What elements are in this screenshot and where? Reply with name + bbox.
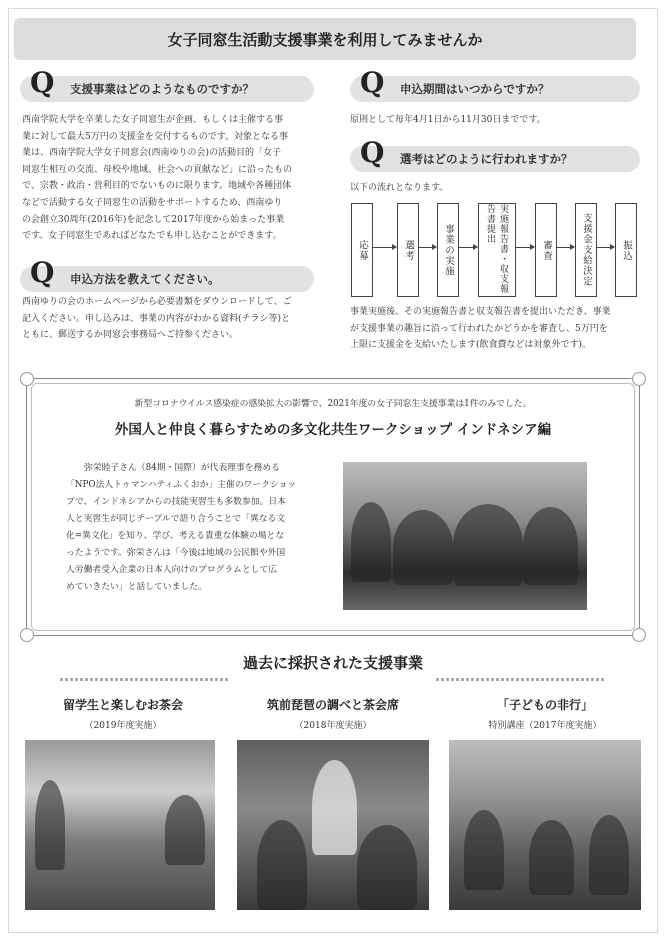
text-line: が支援事業の趣旨に沿って行われたかどうかを審査し、5万円を bbox=[350, 323, 608, 334]
tea-party-photo bbox=[25, 740, 215, 910]
text-line: 西南ゆりの会のホームページから必要書類をダウンロードして、ご bbox=[22, 297, 292, 307]
question-title: 申込方法を教えてください。 bbox=[70, 272, 220, 286]
text-line: 上限に支援金を支給いたします(飲食費などは対象外です)。 bbox=[350, 340, 592, 351]
text-line: 記入ください。申し込みは、事業の内容がわかる資料(チラシ等)と bbox=[22, 313, 291, 324]
question-title: 支援事業はどのようなものですか？ bbox=[70, 82, 254, 96]
lecture-photo bbox=[449, 740, 641, 910]
flow-arrow bbox=[419, 247, 436, 248]
selection-detail bbox=[350, 304, 645, 354]
frame-ornament bbox=[632, 372, 646, 386]
text-line: の会創立30周年(2016年)を記念して2017年度から始まった事業 bbox=[22, 214, 285, 225]
frame-ornament bbox=[632, 628, 646, 642]
past-project-title: 筑前琵琶の調べと茶会席 bbox=[266, 698, 399, 712]
flow-arrow bbox=[516, 247, 534, 248]
flow-step: 支援金支給決定 bbox=[575, 203, 597, 297]
q-icon: Q bbox=[360, 66, 385, 99]
question-bar-how-apply bbox=[20, 256, 314, 292]
text-line: などで活動する女子同窓生の活動をサポートするため、西南ゆり bbox=[22, 197, 283, 208]
flow-step: 応募 bbox=[351, 203, 373, 297]
q-icon: Q bbox=[30, 256, 55, 289]
page-title: 女子同窓生活動支援事業を利用してみませんか bbox=[14, 18, 636, 60]
past-projects-heading: 過去に採択された支援事業 bbox=[242, 654, 423, 672]
people-silhouette bbox=[393, 510, 453, 585]
past-project-title: 「子どもの非行」 bbox=[496, 698, 593, 712]
feature-title: 外国人と仲良く暮らすための多文化共生ワークショップ インドネシア編 bbox=[114, 422, 552, 438]
question-title: 選考はどのように行われますか？ bbox=[400, 152, 573, 166]
q-icon: Q bbox=[30, 66, 55, 99]
text-line: 同窓生相互の交流、母校や地域、社会への貢献など」に沿ったもの bbox=[22, 164, 293, 175]
workshop-group-photo bbox=[343, 462, 587, 610]
question-title: 申込期間はいつからですか？ bbox=[400, 82, 550, 96]
feature-note: 新型コロナウイルス感染症の感染拡大の影響で、2021年度の女子同窓生支援事業は1件のみでした。 bbox=[134, 399, 532, 409]
text-line: ったようです。弥栄さんは「今後は地域の公民館や外国 bbox=[66, 548, 286, 558]
text-line: 弥栄睦子さん（84期・国際）が代表理事を務める bbox=[84, 463, 280, 473]
text-line: 事業実施後、その実施報告書と収支報告書を提出いただき、事業 bbox=[350, 307, 611, 317]
people-silhouette bbox=[464, 810, 504, 890]
past-project-year: 特別講座（2017年度実施） bbox=[488, 721, 602, 731]
text-line: 西南学院大学を卒業した女子同窓生が企画、もしくは主催する事 bbox=[22, 115, 284, 125]
text-line: です。女子同窓生であればどなたでも申し込むことができます。 bbox=[22, 231, 282, 242]
flow-step: 選考 bbox=[397, 203, 419, 297]
answer-period: 原則として毎年4月1日から11月30日までです。 bbox=[350, 115, 546, 125]
people-silhouette bbox=[165, 795, 205, 865]
people-silhouette bbox=[529, 820, 574, 895]
people-silhouette bbox=[589, 815, 629, 895]
divider bbox=[436, 678, 606, 681]
flow-step: 実施報告書・収支報告書提出 bbox=[478, 203, 516, 297]
people-silhouette bbox=[357, 825, 417, 910]
text-line: 業に対して最大5万円の支援金を交付するものです。対象となる事 bbox=[22, 131, 289, 142]
frame-ornament bbox=[20, 372, 34, 386]
text-line: 業は、西南学院大学女子同窓会(西南ゆりの会)の活動目的「女子 bbox=[22, 148, 282, 159]
divider bbox=[60, 678, 230, 681]
past-project-title: 留学生と楽しむお茶会 bbox=[62, 698, 183, 712]
biwa-concert-photo bbox=[237, 740, 429, 910]
selection-intro: 以下の流れとなります。 bbox=[350, 183, 449, 193]
answer-what bbox=[22, 112, 322, 245]
people-silhouette bbox=[351, 502, 391, 582]
frame-ornament bbox=[20, 628, 34, 642]
flow-step: 振込 bbox=[615, 203, 637, 297]
text-line: 「NPO法人トゥマンハティふくおか」主催のワークショッ bbox=[66, 480, 297, 490]
q-icon: Q bbox=[360, 136, 385, 169]
selection-flowchart bbox=[337, 203, 637, 297]
text-line: 化=異文化」を知り、学び、考える貴重な体験の場とな bbox=[66, 531, 285, 541]
answer-how-apply bbox=[22, 294, 322, 344]
flow-step: 審査 bbox=[535, 203, 557, 297]
flow-arrow bbox=[373, 247, 396, 248]
flow-arrow bbox=[459, 247, 477, 248]
text-line: 人労働者受入企業の日本人向けのプログラムとして広 bbox=[66, 565, 278, 575]
text-line: ともに、郵送するか同窓会事務局へご持参ください。 bbox=[22, 330, 239, 341]
people-silhouette bbox=[35, 780, 65, 870]
people-silhouette bbox=[257, 820, 307, 910]
past-project-year: （2018年度実施） bbox=[294, 721, 372, 731]
flow-step: 事業の実施 bbox=[437, 203, 459, 297]
question-bar-what bbox=[20, 66, 314, 102]
people-silhouette bbox=[312, 760, 357, 855]
people-silhouette bbox=[523, 507, 578, 585]
text-line: で、宗教・政治・営利目的でないものに限ります。地域や各種団体 bbox=[22, 181, 292, 192]
feature-body bbox=[66, 460, 338, 596]
past-project-year: （2019年度実施） bbox=[84, 721, 162, 731]
text-line: めていきたい」と話していました。 bbox=[66, 582, 207, 592]
question-bar-period bbox=[350, 66, 640, 102]
people-silhouette bbox=[453, 504, 523, 586]
text-line: プで、インドネシアからの技能実習生も多数参加。日本 bbox=[66, 497, 286, 507]
text-line: 人と実習生が同じテーブルで語り合うことで「異なる文 bbox=[66, 514, 286, 524]
question-bar-selection bbox=[350, 136, 640, 172]
flow-arrow bbox=[557, 247, 574, 248]
flow-arrow bbox=[597, 247, 614, 248]
